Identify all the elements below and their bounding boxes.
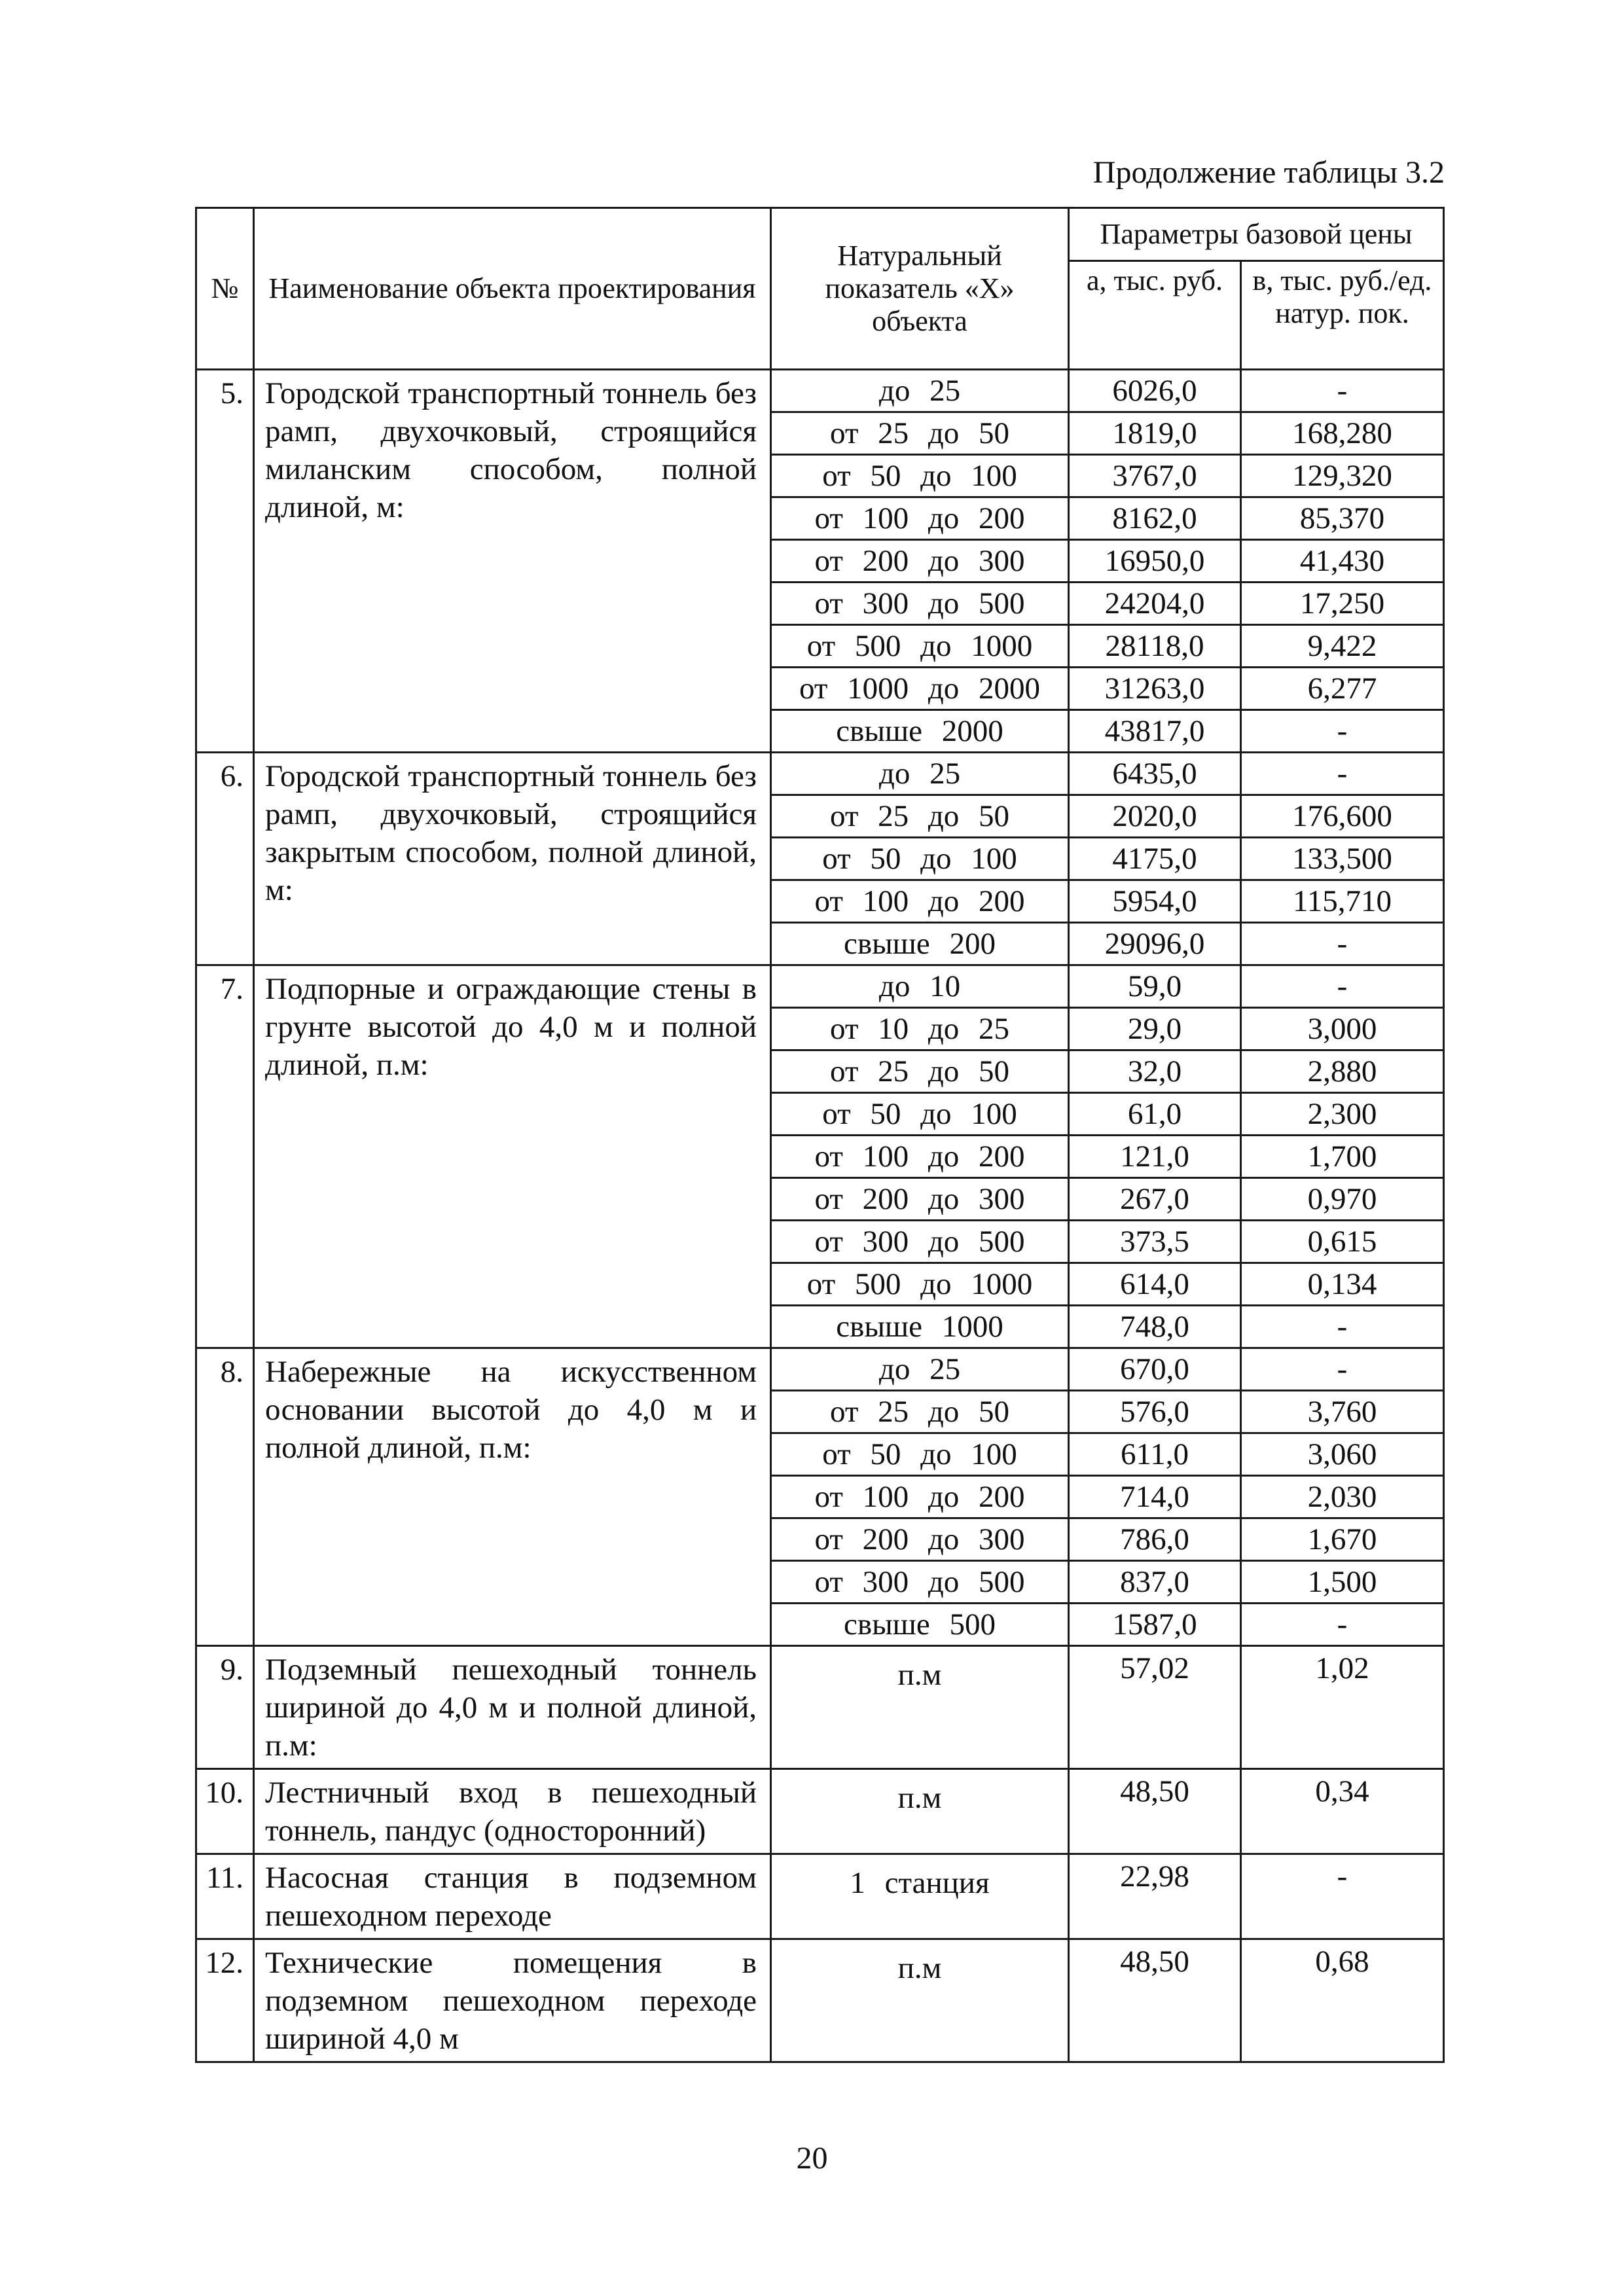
header-a: а, тыс. руб. [1069,261,1241,370]
natural-indicator: до 25 [771,753,1069,795]
param-a: 61,0 [1069,1093,1241,1136]
header-b: в, тыс. руб./ед. натур. пок. [1241,261,1444,370]
param-a: 32,0 [1069,1050,1241,1093]
param-a: 121,0 [1069,1136,1241,1178]
row-number: 7. [196,965,254,1348]
param-b: 41,430 [1241,540,1444,583]
param-b: - [1241,1604,1444,1646]
natural-indicator: от 500 до 1000 [771,625,1069,668]
natural-indicator: свыше 2000 [771,710,1069,753]
param-b: 3,000 [1241,1008,1444,1050]
param-a: 614,0 [1069,1263,1241,1306]
param-a: 22,98 [1069,1854,1241,1939]
table-caption: Продолжение таблицы 3.2 [1092,155,1445,190]
natural-indicator: п.м [771,1646,1069,1769]
page-number: 20 [796,2141,828,2176]
param-b: 176,600 [1241,795,1444,838]
natural-indicator: до 10 [771,965,1069,1008]
object-name: Подпорные и ограждающие стены в грунте высотой до 4,0 м и полной длиной, п.м: [254,965,771,1348]
natural-indicator: от 100 до 200 [771,497,1069,540]
natural-indicator: от 25 до 50 [771,795,1069,838]
param-a: 2020,0 [1069,795,1241,838]
param-a: 4175,0 [1069,838,1241,880]
param-a: 6435,0 [1069,753,1241,795]
param-a: 48,50 [1069,1769,1241,1854]
param-b: 9,422 [1241,625,1444,668]
param-a: 611,0 [1069,1433,1241,1476]
param-b: - [1241,710,1444,753]
natural-indicator: от 50 до 100 [771,455,1069,497]
param-b: - [1241,1854,1444,1939]
header-row-1 [196,208,1444,261]
row-number: 8. [196,1348,254,1646]
natural-indicator: от 25 до 50 [771,1050,1069,1093]
object-name: Городской транспортный тоннель без рамп, двухочковый, строящийся миланским способом, полной длиной, м: [254,370,771,753]
row-number: 9. [196,1646,254,1769]
table-body [196,370,1444,2062]
table-row [196,753,1444,795]
param-b: 85,370 [1241,497,1444,540]
header-no: № [196,208,254,370]
object-name: Городской транспортный тоннель без рамп, двухочковый, строящийся закрытым способом, полной длиной, м: [254,753,771,965]
natural-indicator: 1 станция [771,1854,1069,1939]
param-a: 267,0 [1069,1178,1241,1221]
natural-indicator: свыше 200 [771,923,1069,965]
param-b: 2,030 [1241,1476,1444,1518]
param-a: 16950,0 [1069,540,1241,583]
param-a: 837,0 [1069,1561,1241,1604]
param-a: 29096,0 [1069,923,1241,965]
header-natural: Натуральный показатель «Х» объекта [771,208,1069,370]
object-name: Насосная станция в подземном пешеходном переходе [254,1854,771,1939]
param-a: 28118,0 [1069,625,1241,668]
natural-indicator: от 10 до 25 [771,1008,1069,1050]
param-b: - [1241,753,1444,795]
param-b: 2,880 [1241,1050,1444,1093]
param-b: 1,02 [1241,1646,1444,1769]
param-b: 17,250 [1241,583,1444,625]
object-name: Технические помещения в подземном пешеходном переходе шириной 4,0 м [254,1939,771,2062]
natural-indicator: от 100 до 200 [771,1136,1069,1178]
param-b: 168,280 [1241,412,1444,455]
param-a: 24204,0 [1069,583,1241,625]
param-b: 0,970 [1241,1178,1444,1221]
table-row [196,1646,1444,1769]
param-a: 59,0 [1069,965,1241,1008]
natural-indicator: от 300 до 500 [771,583,1069,625]
param-b: 0,34 [1241,1769,1444,1854]
param-a: 5954,0 [1069,880,1241,923]
param-b: - [1241,923,1444,965]
param-b: 1,500 [1241,1561,1444,1604]
row-number: 12. [196,1939,254,2062]
table-row [196,370,1444,412]
natural-indicator: от 50 до 100 [771,1093,1069,1136]
object-name: Лестничный вход в пешеходный тоннель, пандус (односторонний) [254,1769,771,1854]
param-b: 0,134 [1241,1263,1444,1306]
param-b: - [1241,1306,1444,1348]
param-a: 748,0 [1069,1306,1241,1348]
object-name: Подземный пешеходный тоннель шириной до 4,0 м и полной длиной, п.м: [254,1646,771,1769]
natural-indicator: от 300 до 500 [771,1561,1069,1604]
param-b: 0,68 [1241,1939,1444,2062]
param-a: 8162,0 [1069,497,1241,540]
param-a: 1587,0 [1069,1604,1241,1646]
natural-indicator: от 50 до 100 [771,838,1069,880]
natural-indicator: от 1000 до 2000 [771,668,1069,710]
row-number: 6. [196,753,254,965]
param-a: 786,0 [1069,1518,1241,1561]
row-number: 10. [196,1769,254,1854]
param-b: 129,320 [1241,455,1444,497]
param-b: 3,060 [1241,1433,1444,1476]
param-b: 6,277 [1241,668,1444,710]
natural-indicator: от 100 до 200 [771,880,1069,923]
natural-indicator: п.м [771,1769,1069,1854]
natural-indicator: свыше 500 [771,1604,1069,1646]
natural-indicator: п.м [771,1939,1069,2062]
param-a: 31263,0 [1069,668,1241,710]
natural-indicator: от 25 до 50 [771,1391,1069,1433]
param-b: 3,760 [1241,1391,1444,1433]
param-b: 133,500 [1241,838,1444,880]
natural-indicator: от 100 до 200 [771,1476,1069,1518]
row-number: 11. [196,1854,254,1939]
table-row [196,1348,1444,1391]
param-a: 714,0 [1069,1476,1241,1518]
table-row [196,1939,1444,2062]
natural-indicator: от 200 до 300 [771,1518,1069,1561]
param-b: 0,615 [1241,1221,1444,1263]
param-b: 115,710 [1241,880,1444,923]
row-number: 5. [196,370,254,753]
param-a: 3767,0 [1069,455,1241,497]
param-b: - [1241,370,1444,412]
param-a: 6026,0 [1069,370,1241,412]
natural-indicator: от 25 до 50 [771,412,1069,455]
param-b: - [1241,965,1444,1008]
param-a: 373,5 [1069,1221,1241,1263]
param-a: 48,50 [1069,1939,1241,2062]
param-a: 43817,0 [1069,710,1241,753]
param-b: 1,670 [1241,1518,1444,1561]
param-a: 1819,0 [1069,412,1241,455]
param-a: 670,0 [1069,1348,1241,1391]
param-a: 576,0 [1069,1391,1241,1433]
table-row [196,965,1444,1008]
natural-indicator: от 200 до 300 [771,1178,1069,1221]
natural-indicator: от 50 до 100 [771,1433,1069,1476]
table-row [196,1854,1444,1939]
natural-indicator: от 200 до 300 [771,540,1069,583]
table-row [196,1769,1444,1854]
natural-indicator: до 25 [771,370,1069,412]
param-b: - [1241,1348,1444,1391]
object-name: Набережные на искусственном основании высотой до 4,0 м и полной длиной, п.м: [254,1348,771,1646]
param-b: 1,700 [1241,1136,1444,1178]
param-b: 2,300 [1241,1093,1444,1136]
natural-indicator: свыше 1000 [771,1306,1069,1348]
param-a: 57,02 [1069,1646,1241,1769]
natural-indicator: от 500 до 1000 [771,1263,1069,1306]
param-a: 29,0 [1069,1008,1241,1050]
header-params: Параметры базовой цены [1069,208,1444,261]
price-table [195,207,1445,2063]
natural-indicator: от 300 до 500 [771,1221,1069,1263]
natural-indicator: до 25 [771,1348,1069,1391]
header-name: Наименование объекта проектирования [254,208,771,370]
